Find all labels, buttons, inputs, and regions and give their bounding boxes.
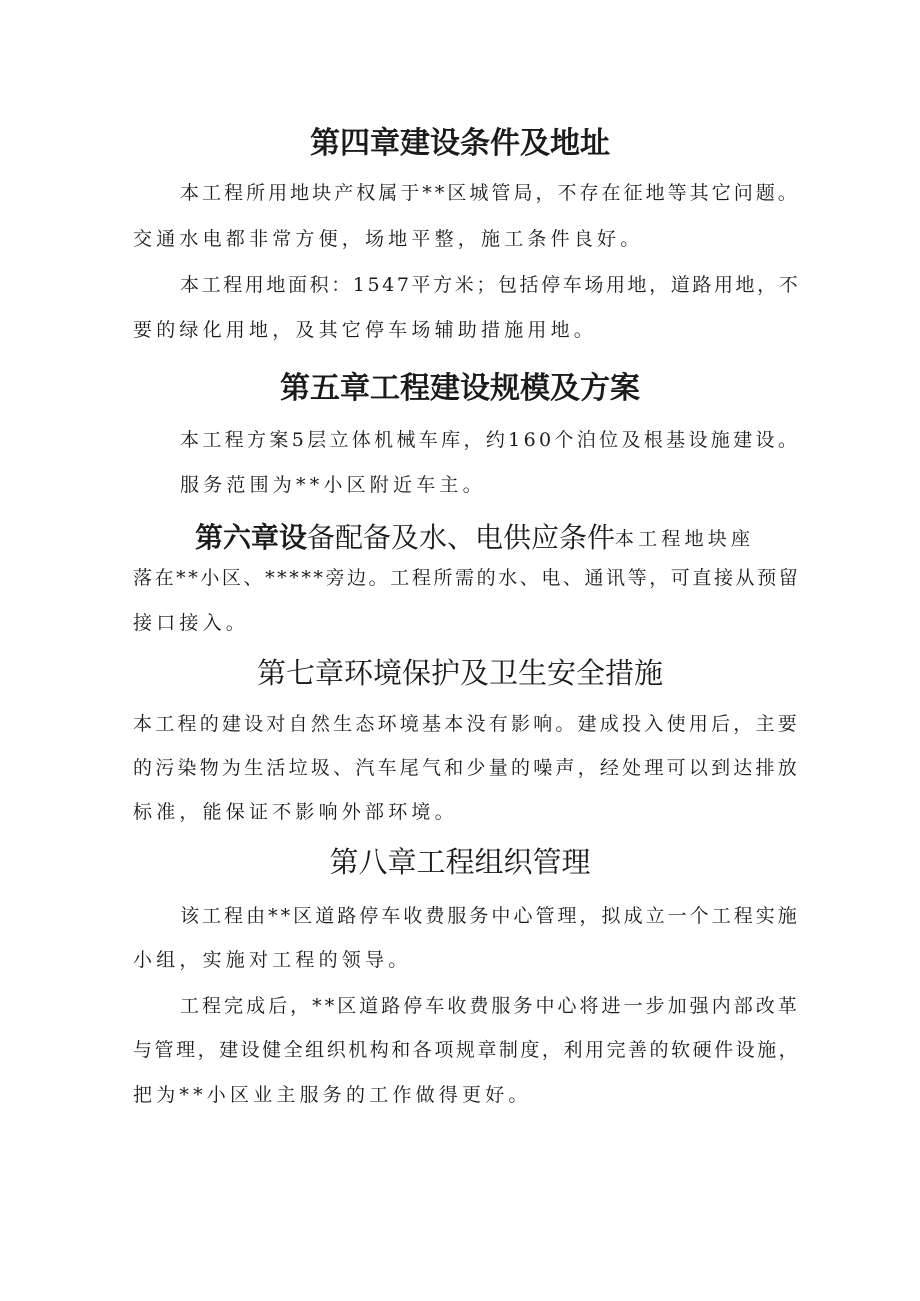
- chapter6-p1-line2: 落在**小区、*****旁边。工程所需的水、电、通讯等，可直接从预留: [133, 567, 801, 589]
- chapter5-p2: 服务范围为**小区附近车主。: [180, 474, 486, 496]
- chapter6-heading: [195, 521, 615, 554]
- chapter8-p1-line1: 该工程由**区道路停车收费服务中心管理，拟成立一个工程实施: [180, 905, 800, 927]
- chapter8-p2-line2: 与管理，建设健全组织机构和各项规章制度，利用完善的软硬件设施，: [133, 1039, 801, 1061]
- chapter8-heading: 第八章工程组织管理: [329, 845, 591, 879]
- chapter4-p1-line1: 本工程所用地块产权属于**区城管局，不存在征地等其它问题。: [180, 182, 800, 204]
- chapter8-p2-line1: 工程完成后，**区道路停车收费服务中心将进一步加强内部改革: [180, 995, 800, 1017]
- chapter4-heading: 第四章建设条件及地址: [310, 126, 610, 161]
- chapter6-first-line: [195, 516, 754, 556]
- chapter6-p1-line1-tail: 本工程地块座: [615, 528, 755, 550]
- chapter7-p1-line1: 本工程的建设对自然生态环境基本没有影响。建成投入使用后，主要: [133, 713, 801, 735]
- chapter7-p1-line3: 标准，能保证不影响外部环境。: [133, 801, 458, 823]
- chapter7-heading: 第七章环境保护及卫生安全措施: [256, 656, 663, 690]
- chapter5-p1: 本工程方案5层立体机械车库，约160个泊位及根基设施建设。: [180, 429, 801, 451]
- chapter6-p1-line3: 接口接入。: [133, 612, 250, 634]
- chapter8-p1-line2: 小组，实施对工程的领导。: [133, 949, 412, 971]
- chapter7-p1-line2: 的污染物为生活垃圾、汽车尾气和少量的噪声，经处理可以到达排放: [133, 757, 801, 779]
- chapter6-heading-rest: 备配备及水、电供应条件: [307, 521, 616, 554]
- chapter4-p1-line2: 交通水电都非常方便，场地平整，施工条件良好。: [133, 228, 644, 250]
- chapter4-p2-line1: 本工程用地面积：1547平方米；包括停车场用地，道路用地，不: [180, 274, 801, 296]
- chapter5-heading: 第五章工程建设规模及方案: [280, 371, 640, 406]
- chapter4-p2-line2: 要的绿化用地，及其它停车场辅助措施用地。: [133, 319, 598, 341]
- chapter6-heading-bold: 第六章设: [195, 521, 308, 554]
- chapter8-p2-line3: 把为**小区业主服务的工作做得更好。: [133, 1084, 532, 1106]
